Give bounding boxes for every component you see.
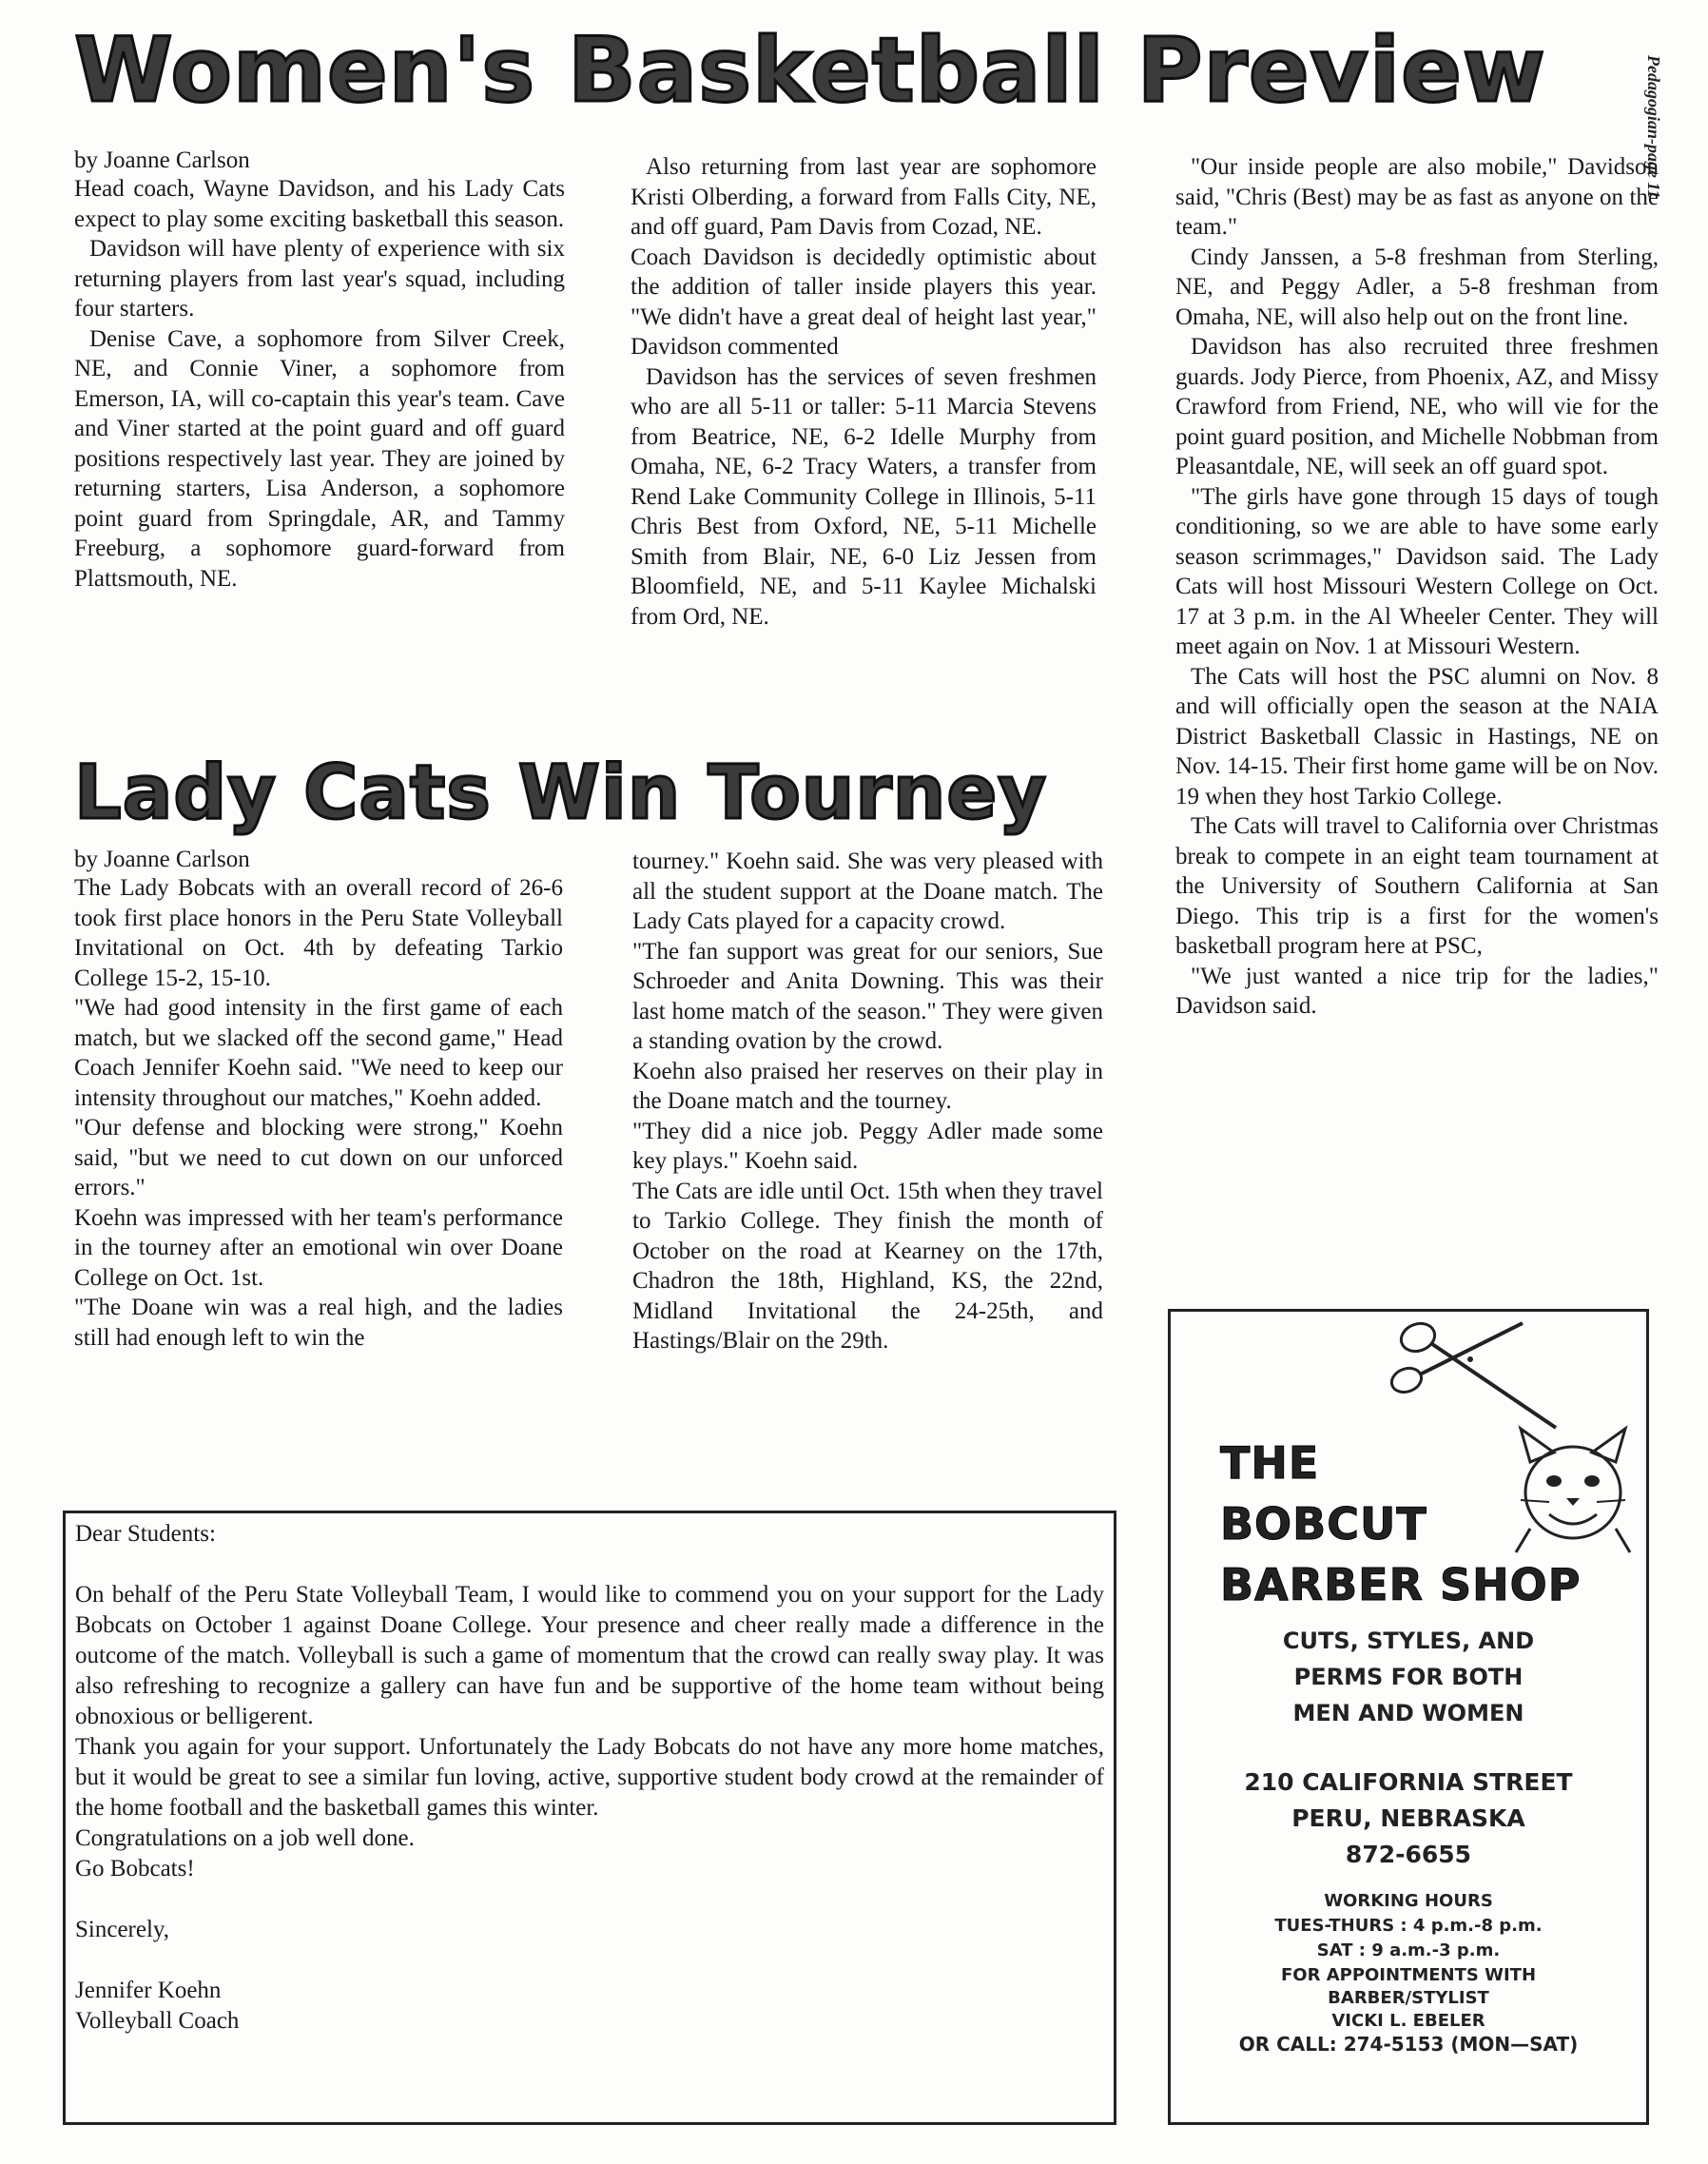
paragraph: "We just wanted a nice trip for the ladies," Davidson said. [1175, 963, 1659, 1019]
ad-address-street: 210 CALIFORNIA STREET [1244, 1768, 1573, 1796]
paragraph: Denise Cave, a sophomore from Silver Creek, NE, and Connie Viner, a sophomore from Emerson, IA, will co-captain this year's team. Cave and Viner started at the point guard and off guard positions respectively last year. They are joined by returning starters, Lisa Anderson, a sophomore point guard from Springdale, AR, and Tammy Freeburg, a sophomore guard-forward from Plattsmouth, NE. [74, 325, 565, 592]
paragraph: Thank you again for your support. Unfortunately the Lady Bobcats do not have any more home matches, but it would be great to see a similar fun loving, active, supportive student body crowd at the remainder of the home football and the basketball games this winter. [75, 1734, 1104, 1821]
paragraph: "The fan support was great for our seniors, Sue Schroeder and Anita Downing. This was their last home match of the season." They were given a standing ovation by the crowd. [632, 938, 1103, 1054]
paragraph: The Cats are idle until Oct. 15th when they travel to Tarkio College. They finish the month of October on the road at Kearney on the 17th, Chadron the 18th, Highland, KS, the 22nd, Midland Invitational the 24-25th, and Hastings/Blair on the 29th. [632, 1178, 1103, 1354]
ad-services-1: CUTS, STYLES, AND [1282, 1628, 1535, 1654]
paragraph: Also returning from last year are sophomore Kristi Olberding, a forward from Falls City, NE, and off guard, Pam Davis from Cozad, NE. [631, 154, 1097, 240]
ad-services-2: PERMS FOR BOTH [1293, 1664, 1524, 1690]
ad-address-city: PERU, NEBRASKA [1291, 1804, 1525, 1832]
ad-title-barber-shop: BARBER SHOP [1220, 1559, 1582, 1610]
ad-appointments-1: FOR APPOINTMENTS WITH [1280, 1965, 1537, 1985]
ad-services-3: MEN AND WOMEN [1292, 1700, 1524, 1726]
paragraph: On behalf of the Peru State Volleyball Team, I would like to commend you on your support for the Lady Bobcats on October 1 against Doane College. Your presence and cheer really made a difference in the outcome of the match. Volleyball is such a game of momentum that the crowd can really sway play. It was also refreshing to recognize a gallery can have fun and be supportive of the home team without being obnoxious or belligerent. [75, 1582, 1104, 1729]
letter-closing: Sincerely, [75, 1917, 170, 1942]
paragraph: The Lady Bobcats with an overall record of 26-6 took first place honors in the Peru State Volleyball Invitational on Oct. 4th by defeating Tarkio College 15-2, 15-10. [74, 875, 563, 991]
tourney-byline: by Joanne Carlson [74, 847, 250, 872]
paragraph: Koehn was impressed with her team's performance in the tourney after an emotional win over Doane College on Oct. 1st. [74, 1204, 563, 1291]
paragraph: "The girls have gone through 15 days of tough conditioning, so we are able to have some early season scrimmages," Davidson said. The Lady Cats will host Missouri Western College on Oct. 17 at 3 p.m. in the Al Wheeler Center. They will meet again on Nov. 1 at Missouri Western. [1175, 483, 1659, 659]
paragraph: Davidson has also recruited three freshmen guards. Jody Pierce, from Phoenix, AZ, and Missy Crawford from Friend, NE, who will vie for the point guard position, and Michelle Nobbman from Pleasantdale, NE, will seek an off guard spot. [1175, 334, 1659, 479]
letter-box [63, 1511, 1116, 2125]
paragraph: Coach Davidson is decidedly optimistic about the addition of taller inside players this year. "We didn't have a great deal of height last year," Davidson commented [631, 244, 1097, 360]
paragraph: "We had good intensity in the first game of each match, but we slacked off the second game," Head Coach Jennifer Koehn said. "We need to keep our intensity throughout our matches," Koehn added. [74, 995, 563, 1111]
paragraph: Head coach, Wayne Davidson, and his Lady Cats expect to play some exciting basketball this season. [74, 176, 565, 232]
tourney-column-1 [74, 847, 563, 1353]
paragraph: "They did a nice job. Peggy Adler made some key plays." Koehn said. [632, 1118, 1103, 1174]
preview-column-2 [631, 152, 1097, 632]
paragraph: "Our inside people are also mobile," Davidson said, "Chris (Best) may be as fast as anyone on the team." [1175, 154, 1659, 240]
paragraph: "Our defense and blocking were strong," Koehn said, "but we need to cut down on our unforced errors." [74, 1115, 563, 1200]
ad-hours-weekday: TUES-THURS : 4 p.m.-8 p.m. [1274, 1916, 1543, 1936]
letter-signature-title: Volleyball Coach [75, 2008, 240, 2034]
preview-headline: Women's Basketball Preview [74, 19, 1546, 123]
barber-shop-ad [1168, 1309, 1649, 2125]
tourney-column-2 [632, 847, 1103, 1356]
ad-appointments-3: VICKI L. EBELER [1331, 2011, 1485, 2031]
paragraph: The Cats will host the PSC alumni on Nov. 8 and will officially open the season at the NAIA District Basketball Classic in Hastings, NE on Nov. 14-15. Their first home game will be on Nov. 19 when they host Tarkio College. [1175, 663, 1659, 809]
ad-title-the: THE [1220, 1437, 1320, 1489]
ad-appointments-2: BARBER/STYLIST [1328, 1988, 1489, 2008]
paragraph: Davidson will have plenty of experience with six returning players from last year's squad, including four starters. [74, 236, 565, 322]
bobcat-mascot-icon [1511, 1424, 1635, 1557]
paragraph: "The Doane win was a real high, and the ladies still had enough left to win the [74, 1295, 563, 1351]
ad-phone: 872-6655 [1345, 1841, 1472, 1868]
letter-signature-name: Jennifer Koehn [75, 1978, 222, 2003]
paragraph: tourney." Koehn said. She was very pleased with all the student support at the Doane match. The Lady Cats played for a capacity crowd. [632, 848, 1103, 934]
tourney-headline: Lady Cats Win Tourney [74, 751, 1048, 836]
preview-byline: by Joanne Carlson [74, 147, 250, 173]
preview-column-3 [1175, 152, 1659, 1022]
paragraph: Go Bobcats! [75, 1856, 195, 1881]
paragraph: Cindy Janssen, a 5-8 freshman from Sterling, NE, and Peggy Adler, a 5-8 freshman from Omaha, NE, will also help out on the front line. [1175, 244, 1659, 330]
paragraph: Davidson has the services of seven freshmen who are all 5-11 or taller: 5-11 Marcia Stevens from Beatrice, NE, 6-2 Idelle Murphy from Omaha, NE, 6-2 Tracy Waters, a transfer from Rend Lake Community College in Illinois, 5-11 Chris Best from Oxford, NE, 5-11 Michelle Smith from Blair, NE, 6-0 Liz Jessen from Bloomfield, NE, and 5-11 Kaylee Michalski from Ord, NE. [631, 363, 1097, 630]
ad-hours-saturday: SAT : 9 a.m.-3 p.m. [1316, 1940, 1501, 1960]
ad-title-bobcut: BOBCUT [1220, 1498, 1427, 1550]
ad-hours-title: WORKING HOURS [1324, 1891, 1493, 1911]
paragraph: The Cats will travel to California over Christmas break to compete in an eight team tournament at the University of Southern California at San Diego. This trip is a first for the women's basketball program here at PSC, [1175, 813, 1659, 959]
page-label: Pedagogian-page 11 [1644, 55, 1663, 199]
preview-column-1 [74, 147, 565, 594]
paragraph: Koehn also praised her reserves on their play in the Doane match and the tourney. [632, 1058, 1103, 1114]
paragraph: Congratulations on a job well done. [75, 1825, 415, 1851]
letter-salutation: Dear Students: [75, 1521, 216, 1547]
ad-appointments-call: OR CALL: 274-5153 (MON—SAT) [1238, 2033, 1579, 2056]
